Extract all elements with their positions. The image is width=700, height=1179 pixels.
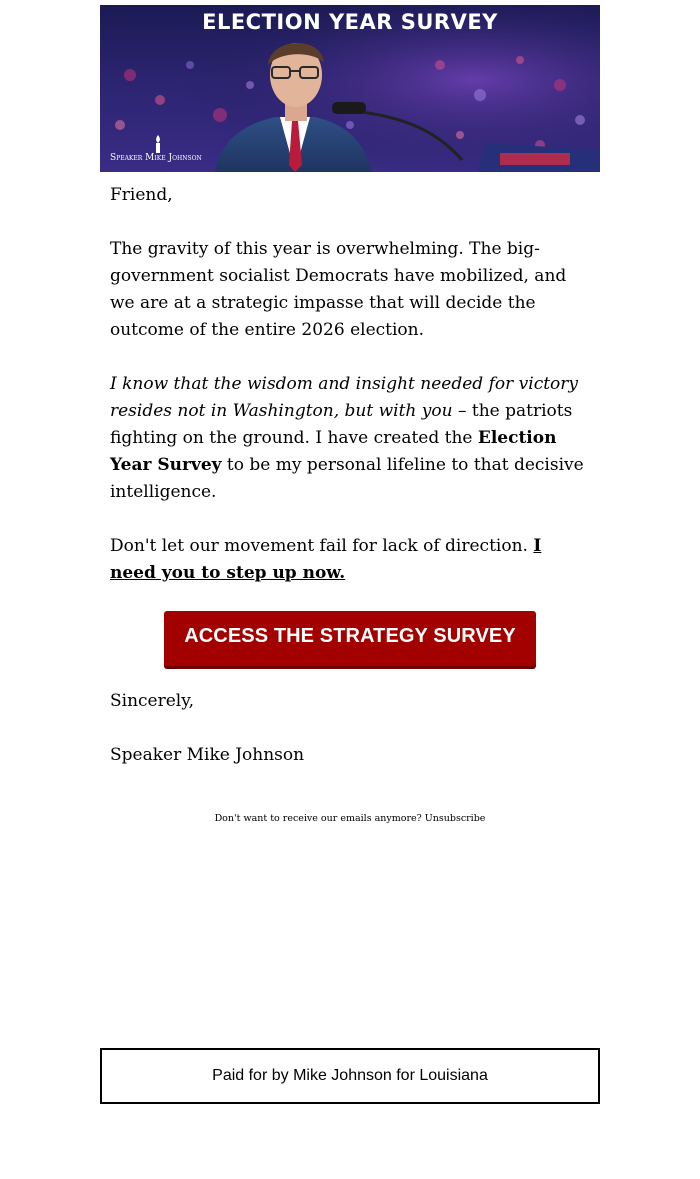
access-survey-button[interactable]: ACCESS THE STRATEGY SURVEY xyxy=(164,611,536,666)
paragraph-3-start: Don't let our movement fail for lack of direction. xyxy=(110,536,534,556)
paragraph-2-end: to be my personal lifeline to that decisive intelligence. xyxy=(110,455,584,502)
paragraph-2-italic: I know that the wisdom and insight needed for victory resides not in Washington, but with you xyxy=(110,374,579,421)
unsubscribe-line xyxy=(0,813,700,824)
unsubscribe-text: Don't want to receive our emails anymore? xyxy=(214,813,425,824)
letter-copy xyxy=(100,182,600,769)
cta-container xyxy=(110,611,590,666)
banner-signature: Speaker Mike Johnson xyxy=(110,153,202,163)
paragraph-2-mid: – the patriots fighting on the ground. I have created the xyxy=(110,401,573,448)
header-banner[interactable] xyxy=(100,5,600,172)
step-up-link[interactable]: I need you to step up now. xyxy=(110,536,542,583)
signature: Speaker Mike Johnson xyxy=(110,745,305,765)
paid-for-disclaimer: Paid for by Mike Johnson for Louisiana xyxy=(100,1048,600,1104)
survey-name: Election Year Survey xyxy=(110,428,557,475)
banner-title: ELECTION YEAR SURVEY xyxy=(202,10,498,34)
paragraph-3 xyxy=(110,533,590,587)
signoff: Sincerely, xyxy=(110,691,194,711)
torch-icon xyxy=(152,135,164,153)
unsubscribe-link[interactable]: Unsubscribe xyxy=(424,813,486,824)
greeting: Friend, xyxy=(110,185,173,205)
paragraph-2 xyxy=(110,371,590,506)
email-body xyxy=(100,5,600,796)
paragraph-1: The gravity of this year is overwhelming. The big-government socialist Democrats have mobilized, and we are at a strategic impasse that will decide the outcome of the entire 2026 election. xyxy=(110,239,567,340)
